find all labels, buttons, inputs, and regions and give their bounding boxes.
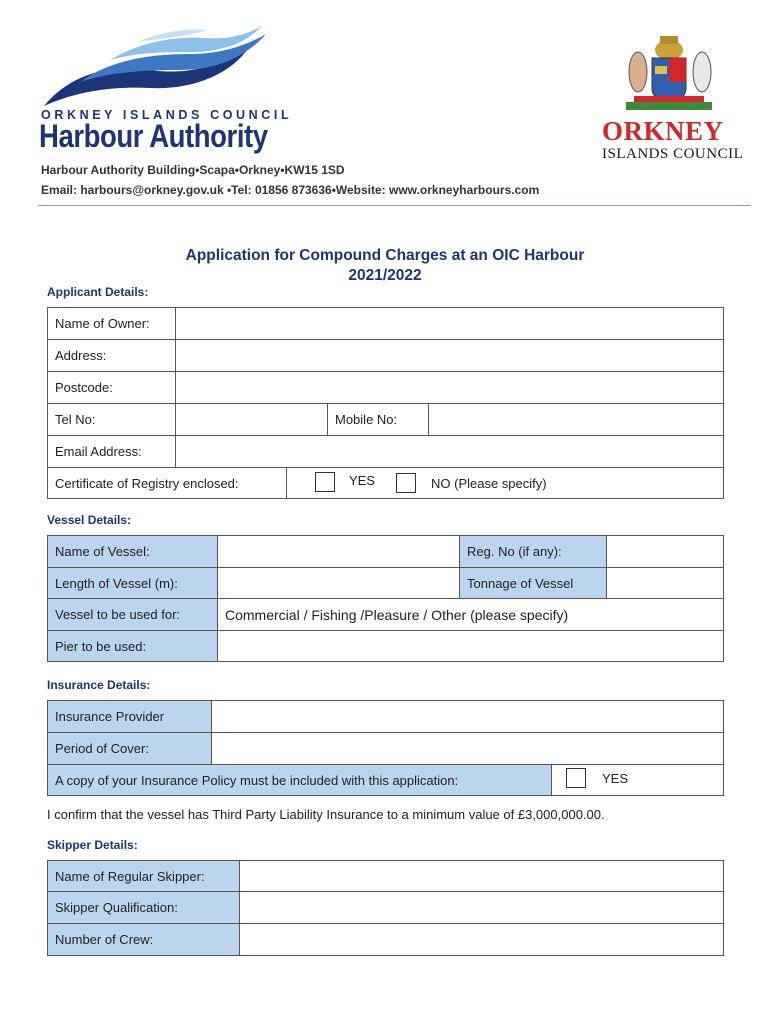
vessel-use-label: Vessel to be used for:	[47, 598, 218, 631]
tel-label: Tel No:	[47, 403, 176, 436]
certificate-yes-label: YES	[349, 473, 376, 488]
pier-label: Pier to be used:	[47, 630, 218, 662]
address-line: Harbour Authority Building•Scapa•Orkney•KW15 1SD	[41, 163, 345, 177]
mobile-label: Mobile No:	[327, 403, 429, 436]
certificate-no-checkbox[interactable]	[396, 473, 416, 493]
certificate-no-label: NO (Please specify)	[431, 476, 547, 491]
vessel-use-options[interactable]: Commercial / Fishing /Pleasure / Other (please specify)	[217, 598, 724, 631]
insurance-heading: Insurance Details:	[47, 678, 151, 692]
harbour-authority-title: Harbour Authority	[39, 118, 268, 154]
crew-number-input[interactable]	[239, 923, 724, 956]
page-year: 2021/2022	[348, 267, 422, 284]
reg-no-input[interactable]	[606, 535, 724, 568]
insurance-provider-input[interactable]	[211, 700, 724, 733]
skipper-qualification-input[interactable]	[239, 891, 724, 924]
vessel-name-input[interactable]	[217, 535, 460, 568]
skipper-name-label: Name of Regular Skipper:	[47, 860, 240, 892]
skipper-heading: Skipper Details:	[47, 838, 138, 852]
address-label: Address:	[47, 339, 176, 372]
email-label: Email Address:	[47, 435, 176, 468]
insurance-copy-notice: A copy of your Insurance Policy must be included with this application:	[47, 764, 552, 796]
period-cover-input[interactable]	[211, 732, 724, 765]
skipper-name-input[interactable]	[239, 860, 724, 892]
reg-no-label: Reg. No (if any):	[459, 535, 607, 568]
email-input[interactable]	[175, 435, 724, 468]
vessel-heading: Vessel Details:	[47, 513, 132, 527]
applicant-heading: Applicant Details:	[47, 285, 149, 299]
tonnage-label: Tonnage of Vessel	[459, 567, 607, 599]
contact-line: Email: harbours@orkney.gov.uk •Tel: 01856 873636•Website: www.orkneyharbours.com	[41, 183, 540, 197]
page-title: Application for Compound Charges at an OIC Harbour	[185, 247, 585, 264]
period-cover-label: Period of Cover:	[47, 732, 212, 765]
council-logo-word: ORKNEY	[602, 116, 724, 146]
vessel-length-input[interactable]	[217, 567, 460, 599]
postcode-label: Postcode:	[47, 371, 176, 404]
insurance-yes-label: YES	[602, 771, 629, 786]
certificate-yes-checkbox[interactable]	[315, 472, 335, 492]
council-crest-icon	[614, 32, 724, 114]
owner-label: Name of Owner:	[47, 307, 176, 340]
insurance-yes-checkbox[interactable]	[566, 768, 586, 788]
pier-input[interactable]	[217, 630, 724, 662]
owner-input[interactable]	[175, 307, 724, 340]
crew-number-label: Number of Crew:	[47, 923, 240, 956]
liability-confirmation: I confirm that the vessel has Third Party Liability Insurance to a minimum value of £3,000,000.00.	[47, 807, 605, 822]
tel-input[interactable]	[175, 403, 328, 436]
tonnage-input[interactable]	[606, 567, 724, 599]
org-name: ORKNEY ISLANDS COUNCIL	[41, 108, 293, 122]
header-divider	[38, 205, 751, 206]
vessel-name-label: Name of Vessel:	[47, 535, 218, 568]
postcode-input[interactable]	[175, 371, 724, 404]
harbour-authority-wave-logo	[40, 24, 270, 110]
skipper-qualification-label: Skipper Qualification:	[47, 891, 240, 924]
address-input[interactable]	[175, 339, 724, 372]
insurance-provider-label: Insurance Provider	[47, 700, 212, 733]
certificate-label: Certificate of Registry enclosed:	[47, 467, 287, 499]
mobile-input[interactable]	[428, 403, 724, 436]
council-logo-sub: ISLANDS COUNCIL	[602, 146, 744, 162]
vessel-length-label: Length of Vessel (m):	[47, 567, 218, 599]
